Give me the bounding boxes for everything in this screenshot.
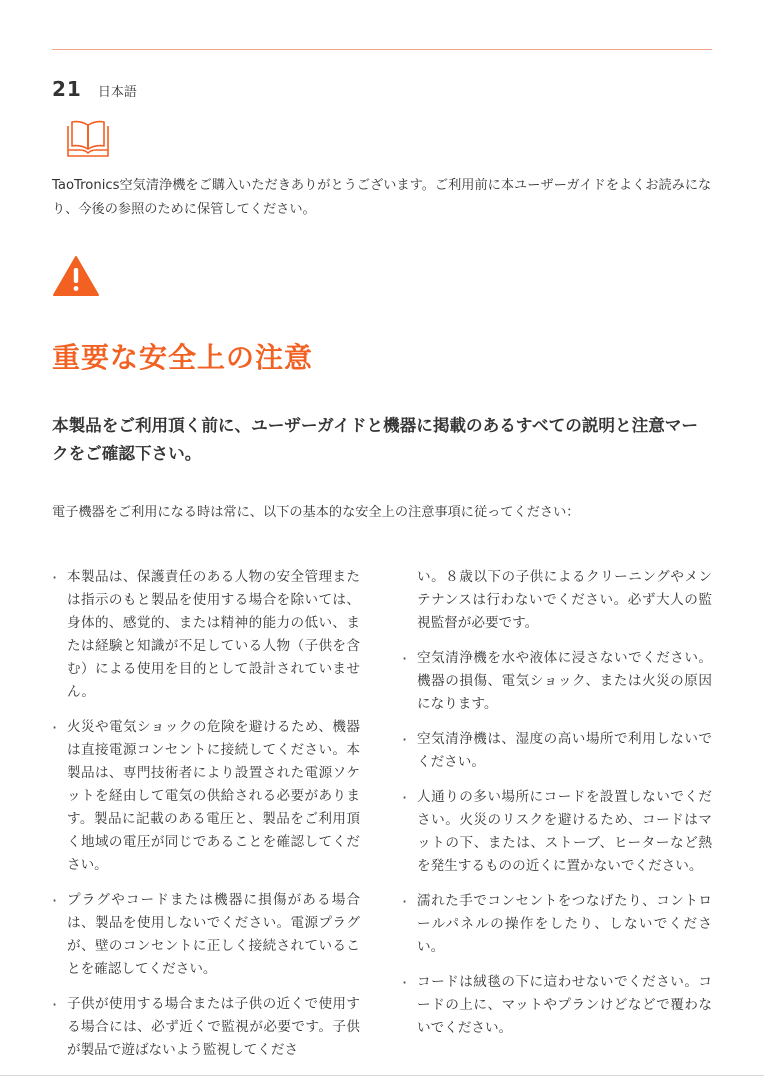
list-item: · 本製品は、保護責任のある人物の安全管理または指示のもと製品を使用する場合を除いては、身体的、感覚的、または精神的能力の低い、または経験と知識が不足している人物（子供を含む）による使用を目的として設計されていません。 bbox=[52, 566, 360, 704]
list-item-continuation: い。８歳以下の子供によるクリーニングやメンテナンスは行わないでください。必ず大人の監視監督が必要です。 bbox=[417, 569, 712, 631]
list-item: · 空気清浄機は、湿度の高い場所で利用しないでください。 bbox=[402, 728, 712, 774]
page-number: 21 bbox=[52, 77, 82, 101]
lead-paragraph: 電子機器をご利用になる時は常に、以下の基本的な安全上の注意事項に従ってください： bbox=[52, 505, 580, 520]
safety-list-right bbox=[402, 566, 712, 1052]
list-item: · 人通りの多い場所にコードを設置しないでください。火災のリスクを避けるため、コードはマットの下、または、ストーブ、ヒーターなど熱を発生するものの近くに置かないでください。 bbox=[402, 786, 712, 878]
safety-list-left bbox=[52, 566, 360, 1074]
list-item: · 空気清浄機を水や液体に浸さないでください。機器の損傷、電気ショック、または火災の原因になります。 bbox=[402, 647, 712, 716]
header-divider bbox=[52, 49, 712, 50]
section-title: 重要な安全上の注意 bbox=[52, 341, 314, 374]
book-icon bbox=[66, 116, 110, 162]
list-item: · プラグやコードまたは機器に損傷がある場合は、製品を使用しないでください。電源プラグが、壁のコンセントに正しく接続されていることを確認してください。 bbox=[52, 889, 360, 981]
language-label: 日本語 bbox=[97, 85, 137, 100]
section-subtitle: 本製品をご利用頂く前に、ユーザーガイドと機器に掲載のあるすべての説明と注意マークをご確認下さい。 bbox=[52, 416, 698, 463]
list-item: · 火災や電気ショックの危険を避けるため、機器は直接電源コンセントに接続してください。本製品は、専門技術者により設置された電源ソケットを経由して電気の供給される必要があります。製品に記載のある電圧と、製品をご利用頂く地域の電圧が同じであることを確認してください。 bbox=[52, 716, 360, 877]
footer-divider bbox=[0, 1075, 764, 1076]
list-item: · 濡れた手でコンセントをつなげたり、コントロールパネルの操作をしたり、しないでください。 bbox=[402, 890, 712, 959]
warning-triangle-icon bbox=[52, 255, 100, 301]
list-item: · コードは絨毯の下に這わせないでください。コードの上に、マットやプランけどなどで覆わないでください。 bbox=[402, 971, 712, 1040]
page-header bbox=[52, 77, 137, 101]
intro-paragraph: TaoTronics空気清浄機をご購入いただきありがとうございます。ご利用前に本ユーザーガイドをよくお読みになり、今後の参照のために保管してください。 bbox=[52, 178, 712, 217]
list-item: · 子供が使用する場合または子供の近くで使用する場合には、必ず近くで監視が必要です。子供が製品で遊ばないよう監視してくださ bbox=[52, 993, 360, 1062]
